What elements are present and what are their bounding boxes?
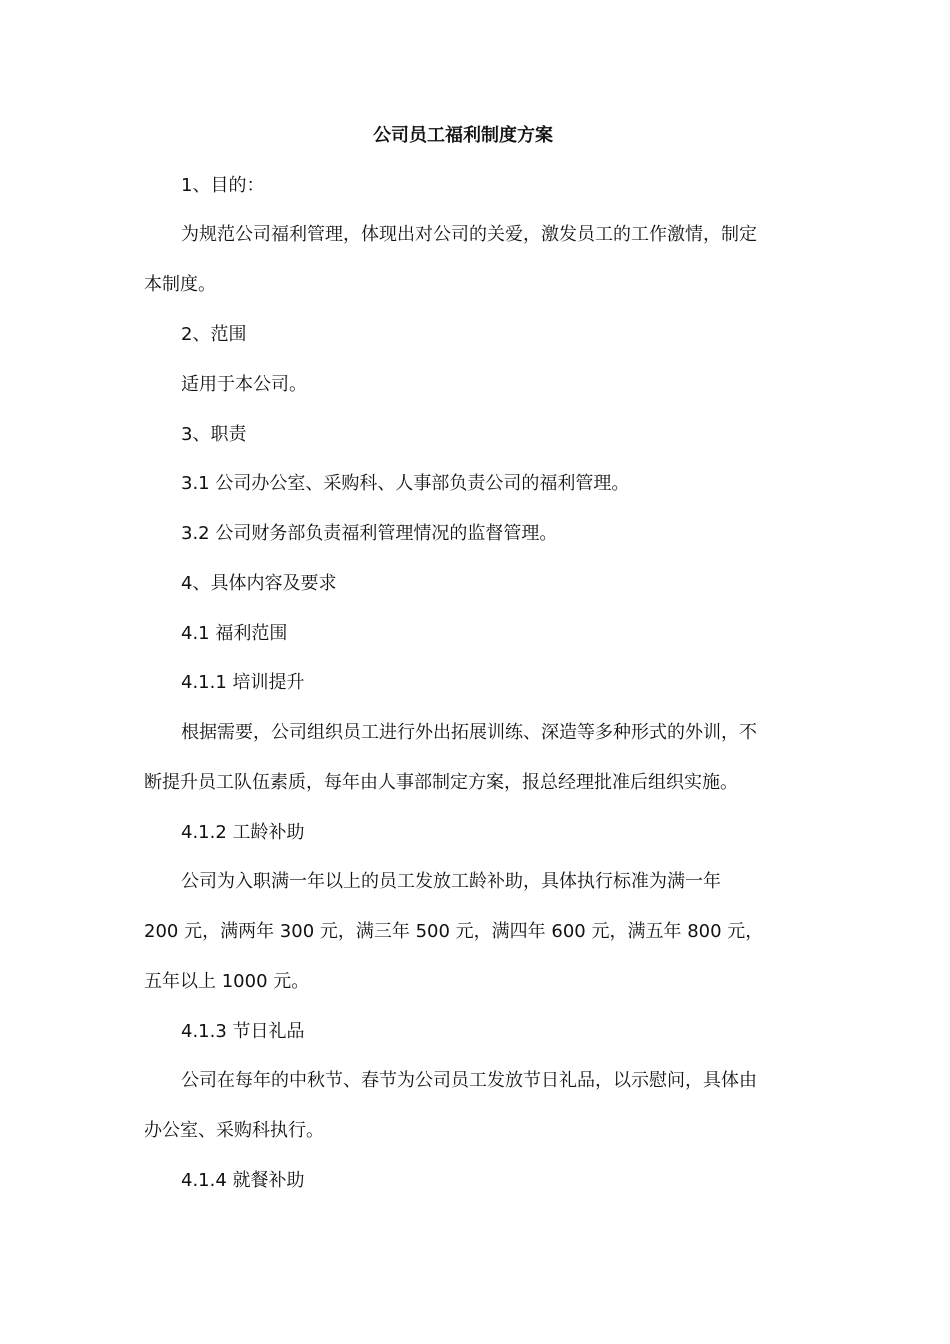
subsection-heading-4-1: 4.1 福利范围 <box>181 623 288 644</box>
paragraph-scope: 适用于本公司。 <box>181 374 307 395</box>
section-heading-purpose: 1、目的： <box>181 175 265 196</box>
paragraph-training-line-2: 断提升员工队伍素质，每年由人事部制定方案，报总经理批准后组织实施。 <box>144 772 738 793</box>
paragraph-seniority-line-3: 五年以上 1000 元。 <box>144 971 310 992</box>
subsection-heading-4-1-2: 4.1.2 工龄补助 <box>181 822 305 843</box>
paragraph-holiday-line-2: 办公室、采购科执行。 <box>144 1120 324 1141</box>
section-heading-content: 4、具体内容及要求 <box>181 573 337 594</box>
document-title: 公司员工福利制度方案 <box>373 125 553 146</box>
paragraph-purpose-line-1: 为规范公司福利管理，体现出对公司的关爱，激发员工的工作激情，制定 <box>181 224 757 245</box>
paragraph-seniority-line-2: 200 元，满两年 300 元，满三年 500 元，满四年 600 元，满五年 800 元， <box>144 921 764 942</box>
paragraph-holiday-line-1: 公司在每年的中秋节、春节为公司员工发放节日礼品，以示慰问，具体由 <box>181 1070 757 1091</box>
paragraph-duty-3-2: 3.2 公司财务部负责福利管理情况的监督管理。 <box>181 523 558 544</box>
paragraph-seniority-line-1: 公司为入职满一年以上的员工发放工龄补助，具体执行标准为满一年 <box>181 871 721 892</box>
paragraph-purpose-line-2: 本制度。 <box>144 274 216 295</box>
section-heading-duties: 3、职责 <box>181 424 247 445</box>
section-heading-scope: 2、范围 <box>181 324 247 345</box>
paragraph-training-line-1: 根据需要，公司组织员工进行外出拓展训练、深造等多种形式的外训，不 <box>181 722 757 743</box>
subsection-heading-4-1-4: 4.1.4 就餐补助 <box>181 1170 305 1191</box>
subsection-heading-4-1-1: 4.1.1 培训提升 <box>181 672 305 693</box>
subsection-heading-4-1-3: 4.1.3 节日礼品 <box>181 1021 305 1042</box>
paragraph-duty-3-1: 3.1 公司办公室、采购科、人事部负责公司的福利管理。 <box>181 473 630 494</box>
